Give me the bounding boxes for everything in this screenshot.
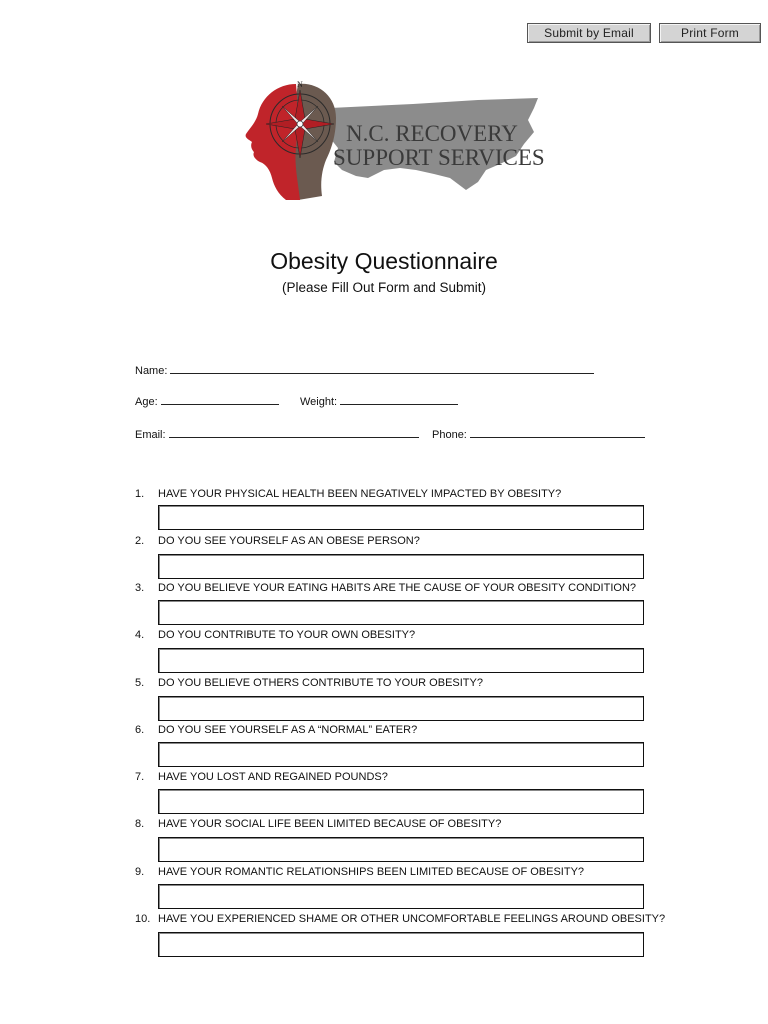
email-field[interactable] [135, 425, 419, 441]
answer-box-2[interactable] [158, 554, 644, 579]
question-text: DO YOU BELIEVE YOUR EATING HABITS ARE THE CAUSE OF YOUR OBESITY CONDITION? [158, 582, 637, 594]
answer-box-4[interactable] [158, 648, 644, 673]
weight-input-line[interactable] [340, 392, 458, 405]
question-text: DO YOU SEE YOURSELF AS AN OBESE PERSON? [158, 535, 420, 547]
question-text: HAVE YOUR PHYSICAL HEALTH BEEN NEGATIVELY IMPACTED BY OBESITY? [158, 488, 562, 500]
question-number: 7. [135, 771, 145, 783]
question-number: 6. [135, 724, 145, 736]
compass-north-letter: N [297, 80, 303, 89]
submit-by-email-button[interactable]: Submit by Email [527, 23, 651, 43]
answer-box-3[interactable] [158, 600, 644, 625]
question-number: 3. [135, 582, 145, 594]
question-number: 4. [135, 629, 145, 641]
question-text: DO YOU CONTRIBUTE TO YOUR OWN OBESITY? [158, 629, 416, 641]
question-text: DO YOU SEE YOURSELF AS A “NORMAL” EATER? [158, 724, 418, 736]
question-number: 1. [135, 488, 145, 500]
question-text: HAVE YOUR ROMANTIC RELATIONSHIPS BEEN LIMITED BECAUSE OF OBESITY? [158, 866, 585, 878]
age-field[interactable] [135, 392, 279, 408]
logo-line2: SUPPORT SERVICES [333, 145, 545, 170]
page-subtitle: (Please Fill Out Form and Submit) [281, 280, 487, 295]
page-title: Obesity Questionnaire [270, 248, 498, 274]
age-label: Age: [135, 396, 158, 408]
email-input-line[interactable] [169, 425, 419, 438]
answer-box-10[interactable] [158, 932, 644, 957]
weight-field[interactable] [300, 392, 458, 408]
age-input-line[interactable] [161, 392, 279, 405]
nc-recovery-logo [238, 78, 568, 204]
phone-input-line[interactable] [470, 425, 645, 438]
question-number: 5. [135, 677, 145, 689]
question-text: HAVE YOU LOST AND REGAINED POUNDS? [158, 771, 388, 783]
question-number: 10. [135, 913, 151, 925]
question-text: DO YOU BELIEVE OTHERS CONTRIBUTE TO YOUR OBESITY? [158, 677, 483, 689]
question-text: HAVE YOUR SOCIAL LIFE BEEN LIMITED BECAUSE OF OBESITY? [158, 818, 502, 830]
name-field[interactable] [135, 361, 594, 377]
answer-box-9[interactable] [158, 884, 644, 909]
phone-label: Phone: [432, 429, 467, 441]
phone-field[interactable] [432, 425, 645, 441]
name-label: Name: [135, 365, 168, 377]
question-number: 2. [135, 535, 145, 547]
answer-box-8[interactable] [158, 837, 644, 862]
answer-box-1[interactable] [158, 505, 644, 530]
question-number: 8. [135, 818, 145, 830]
question-text: HAVE YOU EXPERIENCED SHAME OR OTHER UNCOMFORTABLE FEELINGS AROUND OBESITY? [158, 913, 666, 925]
answer-box-5[interactable] [158, 696, 644, 721]
answer-box-7[interactable] [158, 789, 644, 814]
question-number: 9. [135, 866, 145, 878]
weight-label: Weight: [300, 396, 338, 408]
name-input-line[interactable] [170, 361, 594, 374]
email-label: Email: [135, 429, 166, 441]
print-form-button[interactable]: Print Form [659, 23, 761, 43]
logo-line1: N.C. RECOVERY [346, 121, 518, 146]
answer-box-6[interactable] [158, 742, 644, 767]
